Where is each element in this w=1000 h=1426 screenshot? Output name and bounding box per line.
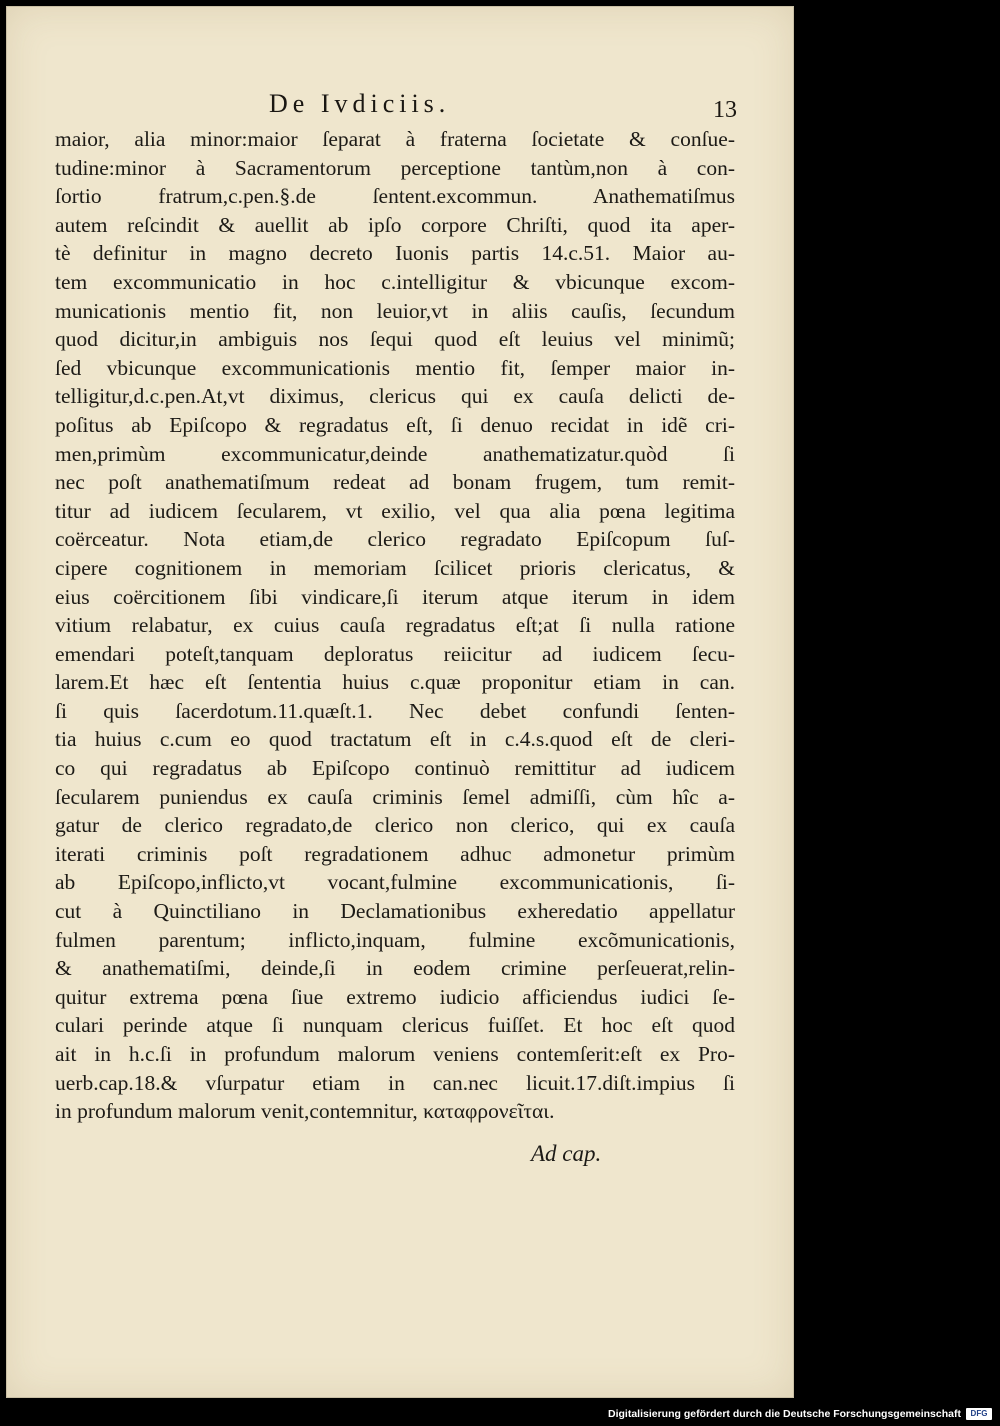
text-line: autem reſcindit & auellit ab ipſo corpore Chriſti, quod ita aper- xyxy=(55,212,735,237)
text-line: quod dicitur,in ambiguis nos ſequi quod eſt leuius vel minimũ; xyxy=(55,327,735,352)
text-line: fulmen parentum; inflicto,inquam, fulmine excõmunicationis, xyxy=(55,927,735,952)
text-line: & anathematiſmi, deinde,ſi in eodem crimine perſeuerat,relin- xyxy=(55,956,735,981)
text-line: telligitur,d.c.pen.At,vt diximus, clericus qui ex cauſa delicti de- xyxy=(55,384,735,409)
text-line: poſitus ab Epiſcopo & regradatus eſt, ſi denuo recidat in idẽ cri- xyxy=(55,412,735,437)
text-line: ſortio fratrum,c.pen.§.de ſentent.excommun. Anathematiſmus xyxy=(55,184,735,209)
text-line: coërceatur. Nota etiam,de clerico regradato Epiſcopum ſuſ- xyxy=(55,527,735,552)
text-line: larem.Et hæc eſt ſententia huius c.quæ proponitur etiam in can. xyxy=(55,670,735,695)
text-line: vitium relabatur, ex cuius cauſa regradatus eſt;at ſi nulla ratione xyxy=(55,613,735,638)
text-line: emendari poteſt,tanquam deploratus reiicitur ad iudicem ſecu- xyxy=(55,641,735,666)
text-line: cut à Quinctiliano in Declamationibus exheredatio appellatur xyxy=(55,899,735,924)
text-line: tem excommunicatio in hoc c.intelligitur & vbicunque excom- xyxy=(55,269,735,294)
text-line: tudine:minor à Sacramentorum perceptione tantùm,non à con- xyxy=(55,155,735,180)
text-line: ait in h.c.ſi in profundum malorum veniens contemſerit:eſt ex Pro- xyxy=(55,1042,735,1066)
text-line: eius coërcitionem ſibi vindicare,ſi iterum atque iterum in idem xyxy=(55,584,735,609)
text-line: maior, alia minor:maior ſeparat à fraterna ſocietate & conſue- xyxy=(55,127,735,151)
text-line: ſed vbicunque excommunicationis mentio fit, ſemper maior in- xyxy=(55,355,735,380)
text-line: gatur de clerico regradato,de clerico non clerico, qui ex cauſa xyxy=(55,813,735,838)
text-line: culari perinde atque ſi nunquam clericus fuiſſet. Et hoc eſt quod xyxy=(55,1013,735,1038)
text-line: tè definitur in magno decreto Iuonis partis 14.c.51. Maior au- xyxy=(55,241,735,266)
body-text xyxy=(55,125,735,1126)
text-line: uerb.cap.18.& vſurpatur etiam in can.nec licuit.17.diſt.impius ſi xyxy=(55,1070,735,1095)
text-line: municationis mentio fit, non leuior,vt in aliis cauſis, ſecundum xyxy=(55,298,735,323)
text-line: quitur extrema pœna ſiue extremo iudicio afficiendus iudici ſe- xyxy=(55,984,735,1009)
text-line: ſi quis ſacerdotum.11.quæſt.1. Nec debet confundi ſenten- xyxy=(55,698,735,723)
text-line: co qui regradatus ab Epiſcopo continuò remittitur ad iudicem xyxy=(55,756,735,781)
text-line: cipere cognitionem in memoriam ſcilicet prioris clericatus, & xyxy=(55,555,735,580)
text-line: nec poſt anathematiſmum redeat ad bonam frugem, tum remit- xyxy=(55,470,735,495)
book-page xyxy=(6,6,794,1398)
text-line: ſecularem puniendus ex cauſa criminis ſemel admiſſi, cùm hîc a- xyxy=(55,784,735,809)
text-line: men,primùm excommunicatur,deinde anathematizatur.quòd ſi xyxy=(55,441,735,466)
catchword: Ad cap. xyxy=(531,1141,602,1166)
dfg-logo-text: DFG xyxy=(970,1409,988,1418)
text-line: tia huius c.cum eo quod tractatum eſt in c.4.s.quod eſt de cleri- xyxy=(55,727,735,752)
text-line: ab Epiſcopo,inflicto,vt vocant,fulmine excommunicationis, ſi- xyxy=(55,870,735,895)
text-line: in profundum malorum venit,contemnitur, καταφρονεῖται. xyxy=(55,1099,555,1124)
text-line: titur ad iudicem ſecularem, vt exilio, vel qua alia pœna legitima xyxy=(55,498,735,523)
running-head: De Ivdiciis. xyxy=(269,89,451,118)
dfg-logo-icon xyxy=(966,1408,992,1420)
digitization-credit: Digitalisierung gefördert durch die Deutsche Forschungsgemeinschaft xyxy=(608,1408,961,1420)
text-line: iterati criminis poſt regradationem adhuc admonetur primùm xyxy=(55,841,735,866)
page-number: 13 xyxy=(713,97,737,123)
